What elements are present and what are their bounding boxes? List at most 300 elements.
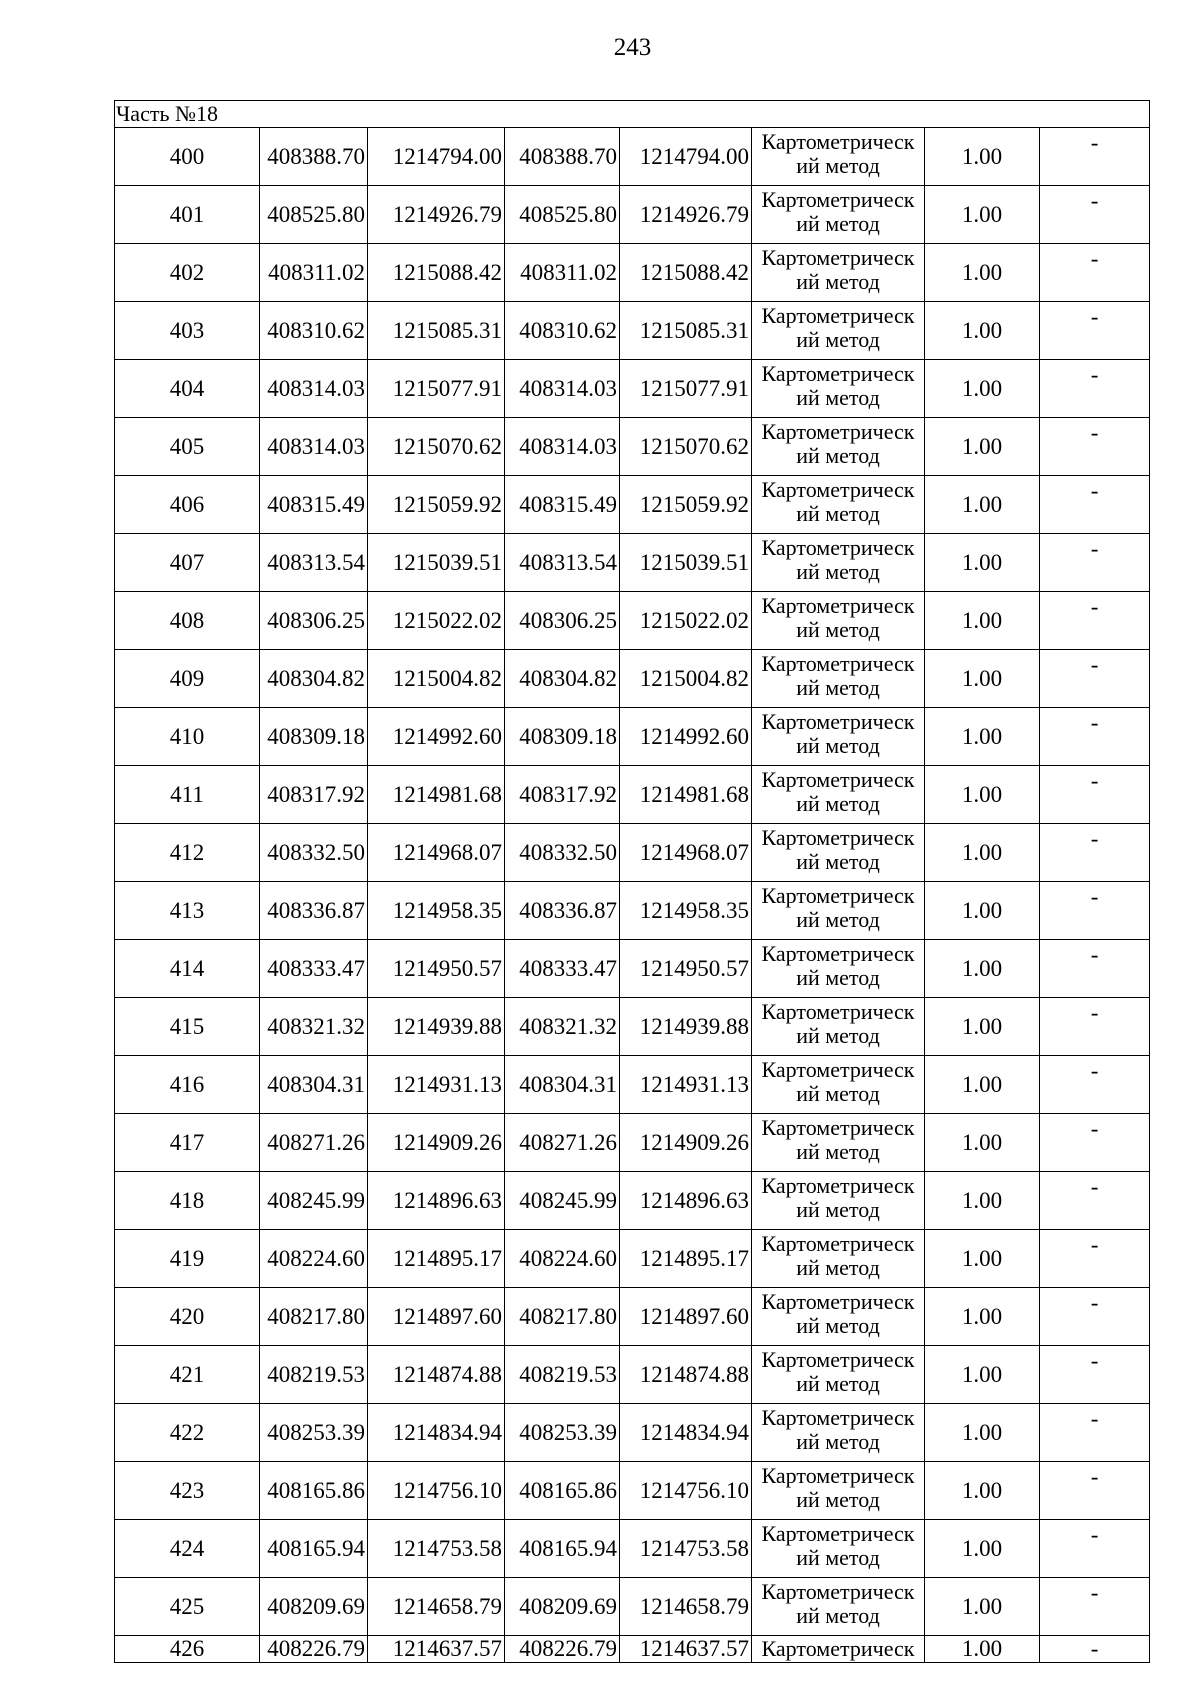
x-existing-cell: 408209.69	[260, 1578, 368, 1636]
method-line-2: ий метод	[796, 1371, 880, 1396]
table-row	[115, 1172, 1150, 1230]
x-existing-cell: 408332.50	[260, 824, 368, 882]
method-cell	[752, 592, 925, 650]
accuracy-cell: 1.00	[925, 534, 1040, 592]
y-existing-cell: 1214658.79	[368, 1578, 505, 1636]
y-new-cell: 1214834.94	[620, 1404, 752, 1462]
y-existing-cell: 1214895.17	[368, 1230, 505, 1288]
table-row	[115, 1056, 1150, 1114]
y-new-cell: 1214968.07	[620, 824, 752, 882]
table-row	[115, 186, 1150, 244]
method-line-1: Картометрическ	[761, 535, 915, 560]
x-existing-cell: 408315.49	[260, 476, 368, 534]
method-cell	[752, 824, 925, 882]
point-number-cell: 406	[115, 476, 260, 534]
method-line-1: Картометрическ	[761, 303, 915, 328]
x-new-cell: 408333.47	[505, 940, 620, 998]
accuracy-cell: 1.00	[925, 592, 1040, 650]
point-number-cell: 418	[115, 1172, 260, 1230]
method-cell	[752, 244, 925, 302]
x-existing-cell: 408271.26	[260, 1114, 368, 1172]
x-new-cell: 408224.60	[505, 1230, 620, 1288]
point-number-cell: 412	[115, 824, 260, 882]
x-existing-cell: 408165.86	[260, 1462, 368, 1520]
table-row	[115, 592, 1150, 650]
table-body	[115, 101, 1150, 1663]
y-existing-cell: 1215039.51	[368, 534, 505, 592]
method-cell	[752, 360, 925, 418]
method-line-1: Картометрическ	[761, 1521, 915, 1546]
y-existing-cell: 1215077.91	[368, 360, 505, 418]
y-new-cell: 1214756.10	[620, 1462, 752, 1520]
y-existing-cell: 1214753.58	[368, 1520, 505, 1578]
method-line-1: Картометрическ	[761, 1057, 915, 1082]
point-number-cell: 413	[115, 882, 260, 940]
accuracy-cell: 1.00	[925, 1520, 1040, 1578]
accuracy-cell: 1.00	[925, 1172, 1040, 1230]
note-cell: -	[1040, 1288, 1150, 1346]
y-new-cell: 1214637.57	[620, 1636, 752, 1663]
accuracy-cell: 1.00	[925, 1636, 1040, 1663]
table-row	[115, 534, 1150, 592]
y-new-cell: 1214981.68	[620, 766, 752, 824]
table-row	[115, 418, 1150, 476]
table-row	[115, 1636, 1150, 1663]
method-cell	[752, 1636, 925, 1663]
x-existing-cell: 408309.18	[260, 708, 368, 766]
y-new-cell: 1214874.88	[620, 1346, 752, 1404]
note-cell: -	[1040, 1172, 1150, 1230]
method-cell	[752, 1056, 925, 1114]
x-new-cell: 408253.39	[505, 1404, 620, 1462]
accuracy-cell: 1.00	[925, 302, 1040, 360]
x-existing-cell: 408310.62	[260, 302, 368, 360]
note-cell: -	[1040, 244, 1150, 302]
point-number-cell: 421	[115, 1346, 260, 1404]
table-row	[115, 1346, 1150, 1404]
method-line-2: ий метод	[796, 1429, 880, 1454]
point-number-cell: 419	[115, 1230, 260, 1288]
x-existing-cell: 408388.70	[260, 128, 368, 186]
method-line-2: ий метод	[796, 733, 880, 758]
table-row	[115, 1114, 1150, 1172]
y-existing-cell: 1214909.26	[368, 1114, 505, 1172]
x-new-cell: 408317.92	[505, 766, 620, 824]
accuracy-cell: 1.00	[925, 708, 1040, 766]
method-line-1: Картометрическ	[761, 419, 915, 444]
accuracy-cell: 1.00	[925, 824, 1040, 882]
method-line-2: ий метод	[796, 907, 880, 932]
method-line-1: Картометрическ	[761, 477, 915, 502]
x-existing-cell: 408317.92	[260, 766, 368, 824]
accuracy-cell: 1.00	[925, 1114, 1040, 1172]
table-row	[115, 824, 1150, 882]
note-cell: -	[1040, 592, 1150, 650]
x-existing-cell: 408219.53	[260, 1346, 368, 1404]
accuracy-cell: 1.00	[925, 128, 1040, 186]
note-cell: -	[1040, 1346, 1150, 1404]
y-existing-cell: 1215059.92	[368, 476, 505, 534]
x-new-cell: 408336.87	[505, 882, 620, 940]
accuracy-cell: 1.00	[925, 418, 1040, 476]
method-cell	[752, 1404, 925, 1462]
x-new-cell: 408165.86	[505, 1462, 620, 1520]
point-number-cell: 415	[115, 998, 260, 1056]
method-line-1: Картометрическ	[761, 709, 915, 734]
y-new-cell: 1215077.91	[620, 360, 752, 418]
method-cell	[752, 418, 925, 476]
x-new-cell: 408525.80	[505, 186, 620, 244]
method-line-1: Картометрическ	[761, 129, 915, 154]
method-line-1: Картометрическ	[761, 651, 915, 676]
method-cell	[752, 1230, 925, 1288]
method-line-2: ий метод	[796, 385, 880, 410]
point-number-cell: 410	[115, 708, 260, 766]
x-new-cell: 408311.02	[505, 244, 620, 302]
note-cell: -	[1040, 1636, 1150, 1663]
table-row	[115, 882, 1150, 940]
y-new-cell: 1214895.17	[620, 1230, 752, 1288]
x-new-cell: 408315.49	[505, 476, 620, 534]
method-line-2: ий метод	[796, 1313, 880, 1338]
method-line-2: ий метод	[796, 1023, 880, 1048]
method-line-2: ий метод	[796, 791, 880, 816]
page-number: 243	[613, 34, 652, 61]
method-line-1: Картометрическ	[761, 1231, 915, 1256]
method-line-2: ий метод	[796, 269, 880, 294]
y-existing-cell: 1215070.62	[368, 418, 505, 476]
table-row	[115, 1520, 1150, 1578]
method-cell	[752, 476, 925, 534]
x-new-cell: 408219.53	[505, 1346, 620, 1404]
table-row	[115, 302, 1150, 360]
method-line-2: ий метод	[796, 443, 880, 468]
x-existing-cell: 408224.60	[260, 1230, 368, 1288]
note-cell: -	[1040, 476, 1150, 534]
method-cell	[752, 650, 925, 708]
note-cell: -	[1040, 650, 1150, 708]
method-line-2: ий метод	[796, 849, 880, 874]
accuracy-cell: 1.00	[925, 882, 1040, 940]
accuracy-cell: 1.00	[925, 1578, 1040, 1636]
point-number-cell: 417	[115, 1114, 260, 1172]
note-cell: -	[1040, 1578, 1150, 1636]
y-existing-cell: 1215022.02	[368, 592, 505, 650]
note-cell: -	[1040, 708, 1150, 766]
y-new-cell: 1215004.82	[620, 650, 752, 708]
accuracy-cell: 1.00	[925, 998, 1040, 1056]
method-cell	[752, 766, 925, 824]
note-cell: -	[1040, 128, 1150, 186]
x-existing-cell: 408333.47	[260, 940, 368, 998]
note-cell: -	[1040, 998, 1150, 1056]
y-new-cell: 1214896.63	[620, 1172, 752, 1230]
y-new-cell: 1215059.92	[620, 476, 752, 534]
y-new-cell: 1215088.42	[620, 244, 752, 302]
method-line-2: ий метод	[796, 1197, 880, 1222]
method-line-1: Картометрическ	[761, 999, 915, 1024]
table-row	[115, 766, 1150, 824]
x-new-cell: 408245.99	[505, 1172, 620, 1230]
y-existing-cell: 1214756.10	[368, 1462, 505, 1520]
y-new-cell: 1214958.35	[620, 882, 752, 940]
point-number-cell: 404	[115, 360, 260, 418]
y-existing-cell: 1215004.82	[368, 650, 505, 708]
method-line-1: Картометрическ	[761, 1636, 915, 1661]
accuracy-cell: 1.00	[925, 940, 1040, 998]
point-number-cell: 422	[115, 1404, 260, 1462]
method-line-1: Картометрическ	[761, 187, 915, 212]
note-cell: -	[1040, 940, 1150, 998]
method-line-1: Картометрическ	[761, 593, 915, 618]
x-new-cell: 408332.50	[505, 824, 620, 882]
accuracy-cell: 1.00	[925, 244, 1040, 302]
y-new-cell: 1215039.51	[620, 534, 752, 592]
y-existing-cell: 1214637.57	[368, 1636, 505, 1663]
y-existing-cell: 1214896.63	[368, 1172, 505, 1230]
method-line-1: Картометрическ	[761, 361, 915, 386]
method-line-1: Картометрическ	[761, 883, 915, 908]
method-cell	[752, 1114, 925, 1172]
x-existing-cell: 408304.82	[260, 650, 368, 708]
method-line-2: ий метод	[796, 1081, 880, 1106]
y-existing-cell: 1214958.35	[368, 882, 505, 940]
method-line-1: Картометрическ	[761, 1347, 915, 1372]
accuracy-cell: 1.00	[925, 650, 1040, 708]
method-cell	[752, 302, 925, 360]
method-cell	[752, 1578, 925, 1636]
method-line-1: Картометрическ	[761, 941, 915, 966]
x-new-cell: 408217.80	[505, 1288, 620, 1346]
x-existing-cell: 408217.80	[260, 1288, 368, 1346]
point-number-cell: 405	[115, 418, 260, 476]
method-cell	[752, 1520, 925, 1578]
method-line-2: ий метод	[796, 327, 880, 352]
method-cell	[752, 186, 925, 244]
method-line-2: ий метод	[796, 153, 880, 178]
x-existing-cell: 408321.32	[260, 998, 368, 1056]
x-new-cell: 408314.03	[505, 418, 620, 476]
method-line-2: ий метод	[796, 1255, 880, 1280]
y-new-cell: 1215085.31	[620, 302, 752, 360]
method-cell	[752, 1288, 925, 1346]
point-number-cell: 411	[115, 766, 260, 824]
y-new-cell: 1214909.26	[620, 1114, 752, 1172]
point-number-cell: 426	[115, 1636, 260, 1663]
x-new-cell: 408306.25	[505, 592, 620, 650]
method-line-2: ий метод	[796, 675, 880, 700]
x-new-cell: 408310.62	[505, 302, 620, 360]
method-cell	[752, 882, 925, 940]
point-number-cell: 409	[115, 650, 260, 708]
method-line-2: ий метод	[796, 1139, 880, 1164]
x-existing-cell: 408314.03	[260, 360, 368, 418]
method-line-1: Картометрическ	[761, 767, 915, 792]
point-number-cell: 408	[115, 592, 260, 650]
x-new-cell: 408388.70	[505, 128, 620, 186]
point-number-cell: 401	[115, 186, 260, 244]
y-existing-cell: 1214874.88	[368, 1346, 505, 1404]
y-new-cell: 1214794.00	[620, 128, 752, 186]
accuracy-cell: 1.00	[925, 1462, 1040, 1520]
point-number-cell: 402	[115, 244, 260, 302]
method-line-2: ий метод	[796, 501, 880, 526]
point-number-cell: 424	[115, 1520, 260, 1578]
note-cell: -	[1040, 1114, 1150, 1172]
y-existing-cell: 1215088.42	[368, 244, 505, 302]
table-row	[115, 476, 1150, 534]
x-existing-cell: 408226.79	[260, 1636, 368, 1663]
accuracy-cell: 1.00	[925, 360, 1040, 418]
note-cell: -	[1040, 1462, 1150, 1520]
accuracy-cell: 1.00	[925, 1230, 1040, 1288]
table-row	[115, 1404, 1150, 1462]
point-number-cell: 423	[115, 1462, 260, 1520]
point-number-cell: 403	[115, 302, 260, 360]
method-line-2: ий метод	[796, 211, 880, 236]
coordinates-table	[114, 100, 1150, 1663]
x-new-cell: 408313.54	[505, 534, 620, 592]
method-cell	[752, 1172, 925, 1230]
x-new-cell: 408165.94	[505, 1520, 620, 1578]
y-new-cell: 1215070.62	[620, 418, 752, 476]
y-existing-cell: 1214897.60	[368, 1288, 505, 1346]
table-row	[115, 998, 1150, 1056]
x-existing-cell: 408336.87	[260, 882, 368, 940]
note-cell: -	[1040, 824, 1150, 882]
accuracy-cell: 1.00	[925, 1056, 1040, 1114]
y-new-cell: 1214926.79	[620, 186, 752, 244]
note-cell: -	[1040, 766, 1150, 824]
x-new-cell: 408271.26	[505, 1114, 620, 1172]
method-line-2: ий метод	[796, 617, 880, 642]
point-number-cell: 400	[115, 128, 260, 186]
accuracy-cell: 1.00	[925, 186, 1040, 244]
point-number-cell: 425	[115, 1578, 260, 1636]
note-cell: -	[1040, 1520, 1150, 1578]
method-line-2: ий метод	[796, 1545, 880, 1570]
table-row	[115, 244, 1150, 302]
method-line-2: ий метод	[796, 1603, 880, 1628]
y-existing-cell: 1214968.07	[368, 824, 505, 882]
method-cell	[752, 1346, 925, 1404]
y-existing-cell: 1214939.88	[368, 998, 505, 1056]
table-row	[115, 128, 1150, 186]
table-row	[115, 1288, 1150, 1346]
method-line-2: ий метод	[796, 1487, 880, 1512]
table-row	[115, 708, 1150, 766]
table-row	[115, 1462, 1150, 1520]
y-existing-cell: 1214926.79	[368, 186, 505, 244]
note-cell: -	[1040, 1230, 1150, 1288]
method-line-1: Картометрическ	[761, 825, 915, 850]
method-line-2: ий метод	[796, 559, 880, 584]
method-cell	[752, 128, 925, 186]
method-cell	[752, 998, 925, 1056]
x-new-cell: 408309.18	[505, 708, 620, 766]
note-cell: -	[1040, 534, 1150, 592]
method-line-1: Картометрическ	[761, 1289, 915, 1314]
x-existing-cell: 408311.02	[260, 244, 368, 302]
method-cell	[752, 1462, 925, 1520]
y-new-cell: 1214658.79	[620, 1578, 752, 1636]
y-existing-cell: 1214992.60	[368, 708, 505, 766]
point-number-cell: 416	[115, 1056, 260, 1114]
point-number-cell: 420	[115, 1288, 260, 1346]
y-existing-cell: 1214950.57	[368, 940, 505, 998]
note-cell: -	[1040, 360, 1150, 418]
method-cell	[752, 708, 925, 766]
y-new-cell: 1214753.58	[620, 1520, 752, 1578]
table-row	[115, 650, 1150, 708]
y-new-cell: 1214950.57	[620, 940, 752, 998]
y-new-cell: 1214939.88	[620, 998, 752, 1056]
table-row	[115, 360, 1150, 418]
x-existing-cell: 408314.03	[260, 418, 368, 476]
method-line-1: Картометрическ	[761, 1173, 915, 1198]
y-existing-cell: 1214834.94	[368, 1404, 505, 1462]
note-cell: -	[1040, 302, 1150, 360]
x-new-cell: 408226.79	[505, 1636, 620, 1663]
point-number-cell: 407	[115, 534, 260, 592]
section-header-row	[115, 101, 1150, 128]
table-row	[115, 940, 1150, 998]
y-new-cell: 1214897.60	[620, 1288, 752, 1346]
y-existing-cell: 1214931.13	[368, 1056, 505, 1114]
method-line-1: Картометрическ	[761, 1115, 915, 1140]
x-existing-cell: 408304.31	[260, 1056, 368, 1114]
table-row	[115, 1230, 1150, 1288]
note-cell: -	[1040, 186, 1150, 244]
y-existing-cell: 1214794.00	[368, 128, 505, 186]
x-new-cell: 408304.82	[505, 650, 620, 708]
method-line-1: Картометрическ	[761, 245, 915, 270]
method-line-1: Картометрическ	[761, 1463, 915, 1488]
x-existing-cell: 408165.94	[260, 1520, 368, 1578]
y-new-cell: 1215022.02	[620, 592, 752, 650]
section-label: Часть №18	[115, 101, 1150, 128]
table-row	[115, 1578, 1150, 1636]
method-cell	[752, 940, 925, 998]
point-number-cell: 414	[115, 940, 260, 998]
accuracy-cell: 1.00	[925, 1404, 1040, 1462]
method-line-1: Картометрическ	[761, 1579, 915, 1604]
x-existing-cell: 408253.39	[260, 1404, 368, 1462]
y-existing-cell: 1215085.31	[368, 302, 505, 360]
x-existing-cell: 408306.25	[260, 592, 368, 650]
note-cell: -	[1040, 418, 1150, 476]
x-existing-cell: 408245.99	[260, 1172, 368, 1230]
x-new-cell: 408321.32	[505, 998, 620, 1056]
accuracy-cell: 1.00	[925, 476, 1040, 534]
method-cell	[752, 534, 925, 592]
y-existing-cell: 1214981.68	[368, 766, 505, 824]
accuracy-cell: 1.00	[925, 766, 1040, 824]
note-cell: -	[1040, 1404, 1150, 1462]
note-cell: -	[1040, 1056, 1150, 1114]
x-new-cell: 408304.31	[505, 1056, 620, 1114]
x-existing-cell: 408313.54	[260, 534, 368, 592]
method-line-1: Картометрическ	[761, 1405, 915, 1430]
accuracy-cell: 1.00	[925, 1288, 1040, 1346]
x-new-cell: 408209.69	[505, 1578, 620, 1636]
method-line-2: ий метод	[796, 965, 880, 990]
note-cell: -	[1040, 882, 1150, 940]
y-new-cell: 1214931.13	[620, 1056, 752, 1114]
accuracy-cell: 1.00	[925, 1346, 1040, 1404]
x-new-cell: 408314.03	[505, 360, 620, 418]
x-existing-cell: 408525.80	[260, 186, 368, 244]
